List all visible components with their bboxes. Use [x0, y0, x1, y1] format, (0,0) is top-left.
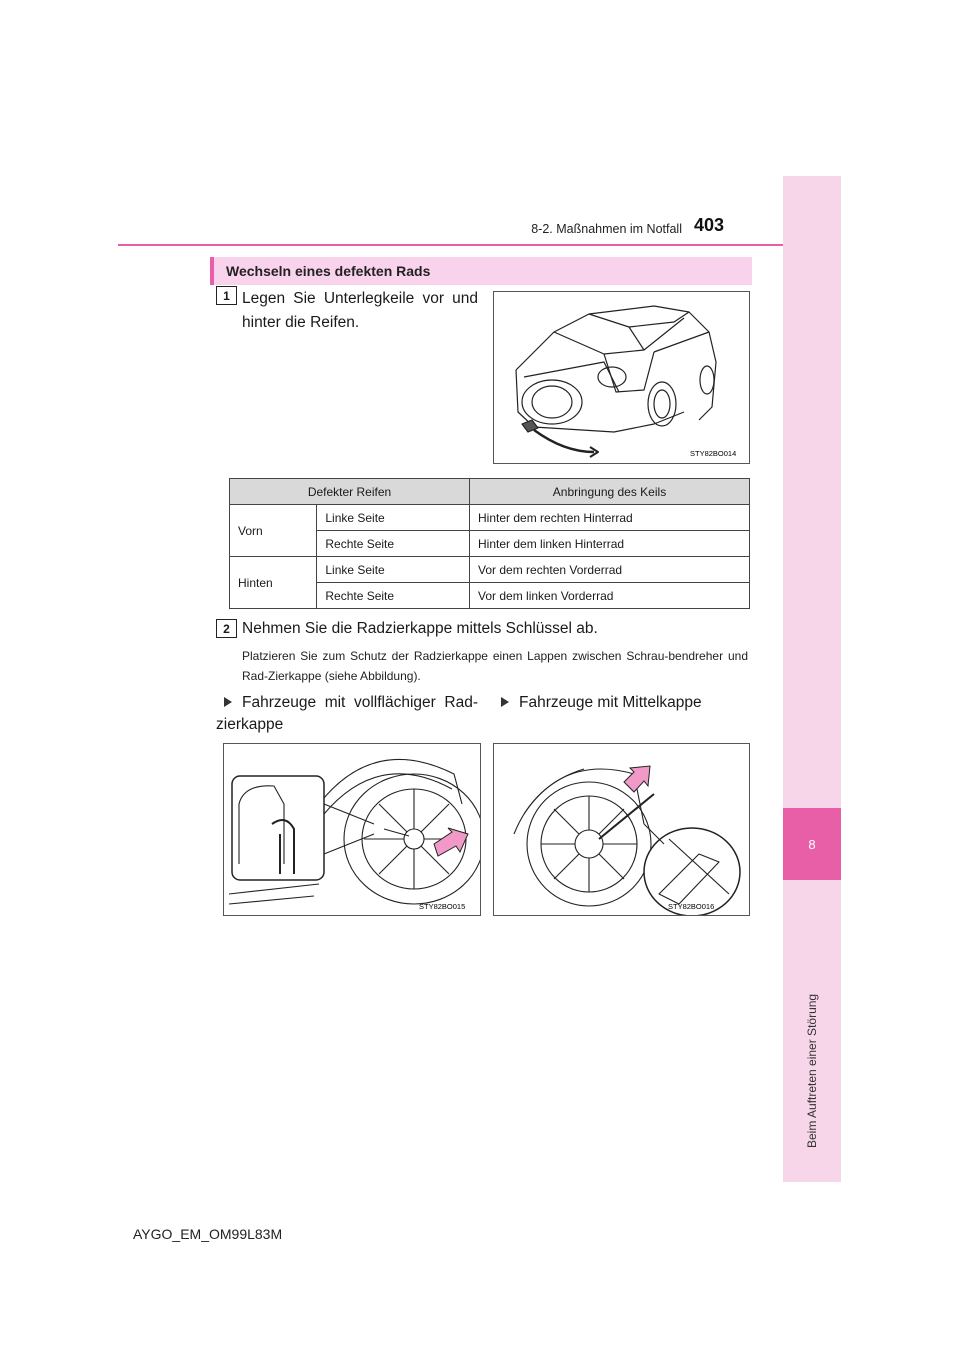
header-rule — [118, 244, 783, 246]
center-cap-illustration — [494, 744, 749, 915]
chapter-title: Beim Auftreten einer Störung — [805, 993, 819, 1148]
step-2-note: Platzieren Sie zum Schutz der Radzierkappe einen Lappen zwischen Schrau-bendreher und Rad-Zierkappe (siehe Abbildung). — [242, 649, 748, 683]
page-number: 403 — [694, 215, 725, 235]
car-illustration — [494, 292, 749, 463]
table-header-chock-position: Anbringung des Keils — [470, 479, 750, 505]
chapter-tab-upper — [783, 176, 841, 808]
figure-full-cap-removal — [223, 743, 481, 916]
table-row — [230, 557, 750, 583]
table-header-row — [230, 479, 750, 505]
variant-center-cap — [493, 692, 755, 714]
variant-full-cap — [216, 692, 478, 736]
wheel-chock-table — [229, 478, 750, 609]
table-cell-side: Rechte Seite — [317, 531, 470, 557]
table-cell-position: Hinter dem rechten Hinterrad — [470, 505, 750, 531]
table-cell-position: Hinter dem linken Hinterrad — [470, 531, 750, 557]
full-cap-illustration — [224, 744, 480, 915]
table-header-defective-tire: Defekter Reifen — [230, 479, 470, 505]
document-id: AYGO_EM_OM99L83M — [133, 1226, 283, 1242]
running-header: 8-2. Maßnahmen im Notfall — [531, 222, 682, 236]
table-cell-side: Linke Seite — [317, 557, 470, 583]
table-group-label: Vorn — [230, 505, 317, 557]
figure-3-code: STY82BO016 — [668, 902, 715, 911]
bullet-triangle-icon — [501, 697, 509, 707]
figure-1-code: STY82BO014 — [690, 449, 737, 458]
variant-full-cap-label: Fahrzeuge mit vollflächiger Rad-zierkappe — [216, 694, 478, 733]
step-1-text: Legen Sie Unterlegkeile vor und hinter die Reifen. — [242, 290, 478, 331]
figure-2-code: STY82BO015 — [419, 902, 466, 911]
bullet-triangle-icon — [224, 697, 232, 707]
table-cell-side: Rechte Seite — [317, 583, 470, 609]
figure-center-cap-removal — [493, 743, 750, 916]
step-number-1: 1 — [216, 286, 237, 305]
variant-center-cap-label: Fahrzeuge mit Mittelkappe — [519, 694, 702, 711]
table-row — [230, 505, 750, 531]
step-2-text: Nehmen Sie die Radzierkappe mittels Schlüssel ab. — [242, 620, 598, 637]
table-cell-position: Vor dem linken Vorderrad — [470, 583, 750, 609]
section-title: Wechseln eines defekten Rads — [226, 263, 431, 279]
table-cell-position: Vor dem rechten Vorderrad — [470, 557, 750, 583]
table-group-label: Hinten — [230, 557, 317, 609]
step-number-2: 2 — [216, 619, 237, 638]
figure-car-wheel-chock — [493, 291, 750, 464]
chapter-number: 8 — [808, 836, 816, 852]
table-cell-side: Linke Seite — [317, 505, 470, 531]
